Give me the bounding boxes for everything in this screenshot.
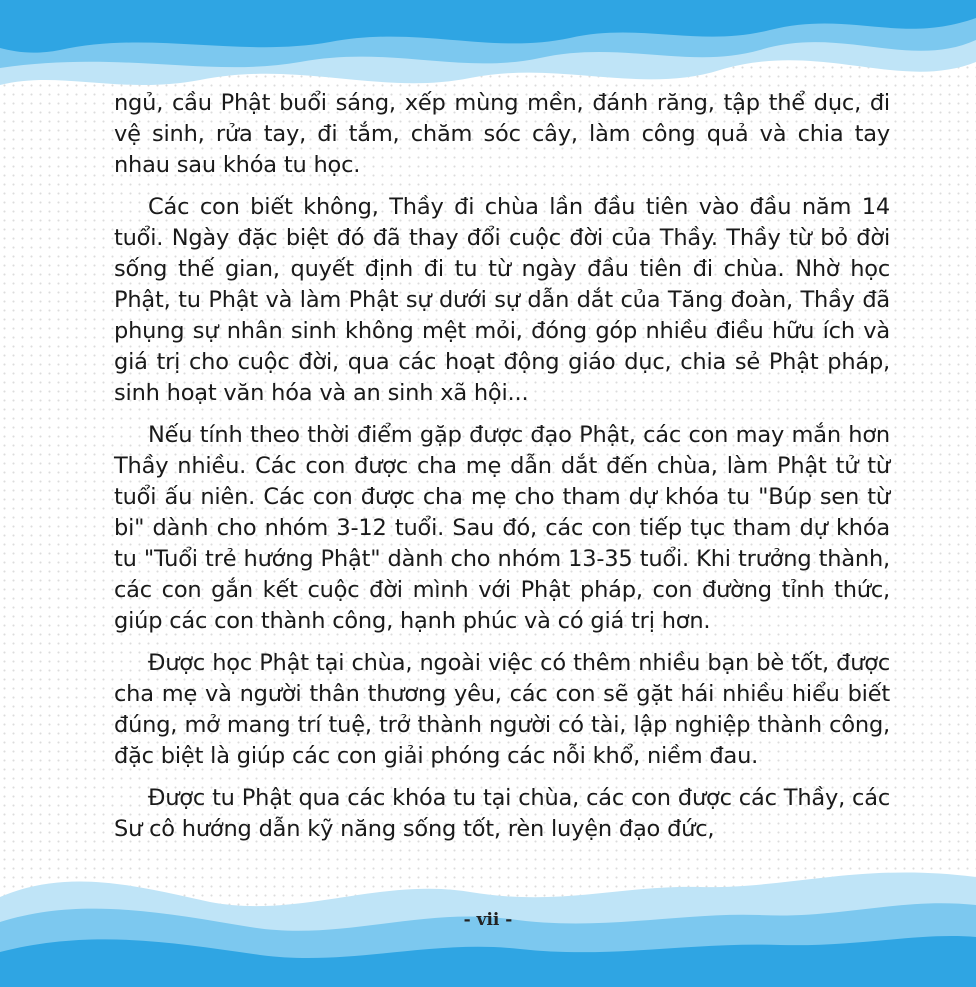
paragraph-2: Các con biết không, Thầy đi chùa lần đầu tiên vào đầu năm 14 tuổi. Ngày đặc biệt đó đã thay đổi cuộc đời của Thầy. Thầy từ bỏ đời sống thế gian, quyết định đi tu từ ngày đầu tiên đi chùa. Nhờ học Phật, tu Phật và làm Phật sự dưới sự dẫn dắt của Tăng đoàn, Thầy đã phụng sự nhân sinh không mệt mỏi, đóng góp nhiều điều hữu ích và giá trị cho cuộc đời, qua các hoạt động giáo dục, chia sẻ Phật pháp, sinh hoạt văn hóa và an sinh xã hội... (114, 194, 890, 406)
paragraph-5: Được tu Phật qua các khóa tu tại chùa, các con được các Thầy, các Sư cô hướng dẫn kỹ năng sống tốt, rèn luyện đạo đức, (114, 785, 890, 842)
paragraph-1: ngủ, cầu Phật buổi sáng, xếp mùng mền, đánh răng, tập thể dục, đi vệ sinh, rửa tay, đi tắm, chăm sóc cây, làm công quả và chia tay nhau sau khóa tu học. (114, 90, 890, 178)
page-number: - vii - (463, 910, 513, 930)
paragraph-4: Được học Phật tại chùa, ngoài việc có thêm nhiều bạn bè tốt, được cha mẹ và người thân thương yêu, các con sẽ gặt hái nhiều hiểu biết đúng, mở mang trí tuệ, trở thành người có tài, lập nghiệp thành công, đặc biệt là giúp các con giải phóng các nỗi khổ, niềm đau. (114, 650, 890, 769)
paragraph-3: Nếu tính theo thời điểm gặp được đạo Phật, các con may mắn hơn Thầy nhiều. Các con được cha mẹ dẫn dắt đến chùa, làm Phật tử từ tuổi ấu niên. Các con được cha mẹ cho tham dự khóa tu "Búp sen từ bi" dành cho nhóm 3-12 tuổi. Sau đó, các con tiếp tục tham dự khóa tu "Tuổi trẻ hướng Phật" dành cho nhóm 13-35 tuổi. Khi trưởng thành, các con gắn kết cuộc đời mình với Phật pháp, con đường tỉnh thức, giúp các con thành công, hạnh phúc và có giá trị hơn. (114, 422, 890, 634)
page-body-text (114, 88, 890, 856)
